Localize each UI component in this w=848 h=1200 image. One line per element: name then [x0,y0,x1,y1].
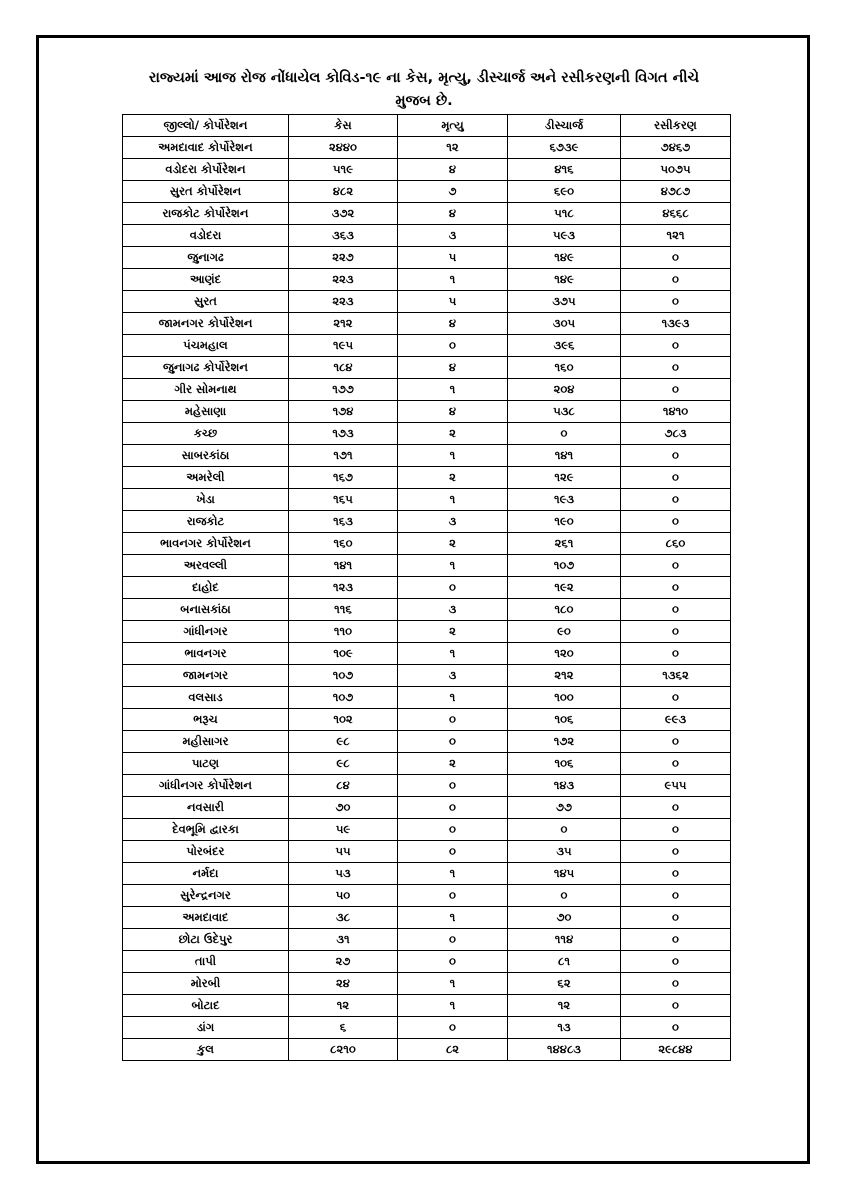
table-row [123,951,731,973]
table-row [123,599,731,621]
deaths-cell: ૦ [398,709,508,731]
vaccination-cell: ૯૯૩ [621,709,731,731]
district-cell: બોટાદ [123,995,289,1017]
deaths-cell: ૨ [398,753,508,775]
table-row [123,885,731,907]
discharge-cell: ૦ [508,885,621,907]
table-row [123,313,731,335]
deaths-cell: ૨ [398,621,508,643]
district-cell: અમદાવાદ [123,907,289,929]
district-cell: પંચમહાલ [123,335,289,357]
district-cell: વડોદરા કોર્પોરેશન [123,159,289,181]
cases-cell: ૧૨ [289,995,398,1017]
table-row [123,511,731,533]
deaths-cell: ૦ [398,951,508,973]
district-cell: સાબરકાંઠા [123,445,289,467]
covid-stats-table [122,114,731,1061]
cases-cell: ૧૭૪ [289,401,398,423]
deaths-cell: ૩ [398,511,508,533]
discharge-cell: ૨૬૧ [508,533,621,555]
cases-cell: ૧૬૦ [289,533,398,555]
cases-cell: ૫૩ [289,863,398,885]
table-row [123,137,731,159]
table-row [123,973,731,995]
deaths-cell: ૪ [398,357,508,379]
cases-cell: ૯૮ [289,753,398,775]
discharge-cell: ૧૮૦ [508,599,621,621]
table-body [123,137,731,1061]
vaccination-cell: ૭૪૬૭ [621,137,731,159]
deaths-cell: ૧ [398,687,508,709]
vaccination-cell: ૦ [621,643,731,665]
table-row [123,797,731,819]
deaths-cell: ૫ [398,247,508,269]
vaccination-cell: ૦ [621,973,731,995]
discharge-cell: ૫૧૮ [508,203,621,225]
district-cell: પાટણ [123,753,289,775]
table-row [123,775,731,797]
district-cell: કચ્છ [123,423,289,445]
vaccination-cell: ૦ [621,467,731,489]
cases-cell: ૧૭૩ [289,423,398,445]
cases-cell: ૮૪ [289,775,398,797]
cases-cell: ૭૦ [289,797,398,819]
district-cell: ડાંગ [123,1017,289,1039]
cases-cell: ૨૪ [289,973,398,995]
table-row [123,731,731,753]
vaccination-cell: ૦ [621,731,731,753]
total-row [123,1039,731,1061]
discharge-cell: ૦ [508,423,621,445]
cases-cell: ૧૧૬ [289,599,398,621]
table-row [123,819,731,841]
cases-cell: ૨૭ [289,951,398,973]
discharge-cell: ૧૨૦ [508,643,621,665]
deaths-cell: ૦ [398,731,508,753]
cases-cell: ૩૧ [289,929,398,951]
district-cell: અમદાવાદ કોર્પોરેશન [123,137,289,159]
cases-cell: ૧૭૭ [289,379,398,401]
deaths-cell: ૧ [398,643,508,665]
cases-cell: ૨૪૪૦ [289,137,398,159]
table-row [123,335,731,357]
cases-cell: ૫૦ [289,885,398,907]
cases-cell: ૧૮૪ [289,357,398,379]
table-row [123,841,731,863]
discharge-cell: ૧૯૦ [508,511,621,533]
discharge-cell: ૧૯૨ [508,577,621,599]
vaccination-cell: ૦ [621,907,731,929]
discharge-cell: ૧૧૪ [508,929,621,951]
header-deaths: મૃત્યુ [398,115,508,137]
district-cell: દાહોદ [123,577,289,599]
discharge-cell: ૫૩૮ [508,401,621,423]
cases-cell: ૧૭૧ [289,445,398,467]
discharge-cell: ૧૪૧ [508,445,621,467]
header-cases: કેસ [289,115,398,137]
cases-cell: ૫૧૯ [289,159,398,181]
cases-cell: ૧૧૦ [289,621,398,643]
deaths-cell: ૦ [398,797,508,819]
deaths-cell: ૧ [398,555,508,577]
deaths-cell: ૧ [398,269,508,291]
vaccination-cell: ૦ [621,511,731,533]
cases-cell: ૧૬૫ [289,489,398,511]
district-cell: ભાવનગર કોર્પોરેશન [123,533,289,555]
cases-cell: ૬ [289,1017,398,1039]
district-cell: બનાસકાંઠા [123,599,289,621]
discharge-cell: ૧૯૩ [508,489,621,511]
table-row [123,357,731,379]
district-cell: નર્મદા [123,863,289,885]
vaccination-cell: ૦ [621,929,731,951]
vaccination-cell: ૧૩૬૨ [621,665,731,687]
table-row [123,181,731,203]
table-row [123,555,731,577]
deaths-cell: ૦ [398,929,508,951]
vaccination-cell: ૦ [621,687,731,709]
table-row [123,533,731,555]
vaccination-cell: ૧૩૯૩ [621,313,731,335]
table-row [123,203,731,225]
district-cell: જુનાગઢ કોર્પોરેશન [123,357,289,379]
district-cell: ગાંધીનગર કોર્પોરેશન [123,775,289,797]
cases-cell: ૧૬૭ [289,467,398,489]
district-cell: નવસારી [123,797,289,819]
district-cell: વલસાડ [123,687,289,709]
vaccination-cell: ૦ [621,379,731,401]
cases-cell: ૫૫ [289,841,398,863]
district-cell: સુરત કોર્પોરેશન [123,181,289,203]
district-cell: સુરેન્દ્રનગર [123,885,289,907]
district-cell: ભરૂચ [123,709,289,731]
deaths-cell: ૨ [398,533,508,555]
district-cell: જામનગર કોર્પોરેશન [123,313,289,335]
deaths-cell: ૨ [398,423,508,445]
table-row [123,709,731,731]
cases-cell: ૩૭૨ [289,203,398,225]
discharge-cell: ૬૯૦ [508,181,621,203]
vaccination-cell: ૦ [621,1017,731,1039]
discharge-cell: ૦ [508,819,621,841]
cases-cell: ૨૧૨ [289,313,398,335]
table-row [123,753,731,775]
deaths-cell: ૦ [398,335,508,357]
district-cell: રાજકોટ કોર્પોરેશન [123,203,289,225]
discharge-cell: ૩૦૫ [508,313,621,335]
vaccination-cell: ૦ [621,841,731,863]
discharge-cell: ૯૦ [508,621,621,643]
table-row [123,423,731,445]
vaccination-cell: ૦ [621,995,731,1017]
district-cell: સુરત [123,291,289,313]
cases-cell: ૯૮ [289,731,398,753]
discharge-cell: ૧૨ [508,995,621,1017]
discharge-cell: ૪૧૬ [508,159,621,181]
table-row [123,269,731,291]
discharge-cell: ૩૫ [508,841,621,863]
vaccination-cell: ૦ [621,797,731,819]
discharge-cell: ૭૭ [508,797,621,819]
vaccination-cell: ૫૦૭૫ [621,159,731,181]
district-cell: અરવલ્લી [123,555,289,577]
page-title-continued: મુજબ છે. [395,93,453,109]
cases-cell: ૫૯ [289,819,398,841]
district-cell: દેવભૂમિ દ્વારકા [123,819,289,841]
table-row [123,863,731,885]
district-cell: મોરબી [123,973,289,995]
header-district: જીલ્લો/ કોર્પોરેશન [123,115,289,137]
vaccination-cell: ૦ [621,489,731,511]
cases-cell: ૩૮ [289,907,398,929]
discharge-cell: ૮૧ [508,951,621,973]
vaccination-cell: ૦ [621,819,731,841]
vaccination-cell: ૧૪૧૦ [621,401,731,423]
table-row [123,995,731,1017]
deaths-cell: ૧ [398,995,508,1017]
vaccination-cell: ૦ [621,357,731,379]
table-row [123,687,731,709]
discharge-cell: ૩૭૫ [508,291,621,313]
cases-cell: ૧૪૧ [289,555,398,577]
vaccination-cell: ૪૬૬૮ [621,203,731,225]
district-cell: જામનગર [123,665,289,687]
vaccination-cell: ૦ [621,555,731,577]
deaths-cell: ૦ [398,841,508,863]
vaccination-cell: ૦ [621,753,731,775]
discharge-cell: ૧૨૯ [508,467,621,489]
discharge-cell: ૧૪૪૮૩ [508,1039,621,1061]
deaths-cell: ૨ [398,467,508,489]
cases-cell: ૧૦૭ [289,687,398,709]
deaths-cell: ૪ [398,313,508,335]
discharge-cell: ૧૦૭ [508,555,621,577]
deaths-cell: ૧ [398,863,508,885]
table-row [123,467,731,489]
table-row [123,445,731,467]
vaccination-cell: ૦ [621,335,731,357]
table-row [123,621,731,643]
district-cell: આણંદ [123,269,289,291]
district-cell: રાજકોટ [123,511,289,533]
discharge-cell: ૧૪૯ [508,247,621,269]
table-row [123,907,731,929]
vaccination-cell: ૧૨૧ [621,225,731,247]
vaccination-cell: ૨૯૮૪૪ [621,1039,731,1061]
district-cell: અમરેલી [123,467,289,489]
vaccination-cell: ૮૬૦ [621,533,731,555]
deaths-cell: ૩ [398,599,508,621]
discharge-cell: ૧૦૬ [508,709,621,731]
discharge-cell: ૨૧૨ [508,665,621,687]
cases-cell: ૧૯૫ [289,335,398,357]
district-cell: ખેડા [123,489,289,511]
vaccination-cell: ૦ [621,951,731,973]
table-row [123,291,731,313]
deaths-cell: ૧૨ [398,137,508,159]
header-vaccination: રસીકરણ [621,115,731,137]
deaths-cell: ૫ [398,291,508,313]
vaccination-cell: ૦ [621,863,731,885]
district-cell: જુનાગઢ [123,247,289,269]
page-title: રાજ્યમાં આજ રોજ નોંધાયેલ કોવિડ-૧૯ ના કેસ, મૃત્યુ, ડીસ્ચાર્જ અને રસીકરણની વિગત નીચે [148,70,700,86]
district-cell: કુલ [123,1039,289,1061]
deaths-cell: ૧ [398,489,508,511]
district-cell: મહેસાણા [123,401,289,423]
table-row [123,247,731,269]
cases-cell: ૧૦૯ [289,643,398,665]
deaths-cell: ૭ [398,181,508,203]
discharge-cell: ૧૪૩ [508,775,621,797]
cases-cell: ૪૮૨ [289,181,398,203]
discharge-cell: ૧૬૦ [508,357,621,379]
deaths-cell: ૧ [398,973,508,995]
table-row [123,225,731,247]
discharge-cell: ૫૯૩ [508,225,621,247]
cases-cell: ૧૦૭ [289,665,398,687]
deaths-cell: ૧ [398,445,508,467]
district-cell: પોરબંદર [123,841,289,863]
deaths-cell: ૩ [398,225,508,247]
vaccination-cell: ૪૭૮૭ [621,181,731,203]
vaccination-cell: ૦ [621,445,731,467]
deaths-cell: ૪ [398,203,508,225]
vaccination-cell: ૦ [621,269,731,291]
vaccination-cell: ૦ [621,577,731,599]
table-row [123,577,731,599]
deaths-cell: ૧ [398,379,508,401]
district-cell: તાપી [123,951,289,973]
table-row [123,929,731,951]
table-row [123,643,731,665]
vaccination-cell: ૦ [621,621,731,643]
deaths-cell: ૦ [398,577,508,599]
table-row [123,665,731,687]
vaccination-cell: ૭૮૩ [621,423,731,445]
discharge-cell: ૬૭૩૯ [508,137,621,159]
discharge-cell: ૭૦ [508,907,621,929]
vaccination-cell: ૦ [621,885,731,907]
cases-cell: ૧૨૩ [289,577,398,599]
deaths-cell: ૦ [398,885,508,907]
district-cell: વડોદરા [123,225,289,247]
deaths-cell: ૩ [398,665,508,687]
discharge-cell: ૩૯૬ [508,335,621,357]
deaths-cell: ૦ [398,1017,508,1039]
cases-cell: ૨૨૭ [289,247,398,269]
table-row [123,401,731,423]
cases-cell: ૧૦૨ [289,709,398,731]
discharge-cell: ૧૦૦ [508,687,621,709]
cases-cell: ૨૨૩ [289,269,398,291]
table-row [123,1017,731,1039]
deaths-cell: ૪ [398,401,508,423]
discharge-cell: ૨૦૪ [508,379,621,401]
header-discharge: ડીસ્ચાર્જ [508,115,621,137]
vaccination-cell: ૦ [621,291,731,313]
district-cell: મહીસાગર [123,731,289,753]
vaccination-cell: ૦ [621,599,731,621]
deaths-cell: ૧ [398,907,508,929]
cases-cell: ૧૬૩ [289,511,398,533]
deaths-cell: ૮૨ [398,1039,508,1061]
table-row [123,159,731,181]
discharge-cell: ૧૭૨ [508,731,621,753]
deaths-cell: ૪ [398,159,508,181]
cases-cell: ૨૨૩ [289,291,398,313]
discharge-cell: ૧૩ [508,1017,621,1039]
discharge-cell: ૧૪૫ [508,863,621,885]
district-cell: ગીર સોમનાથ [123,379,289,401]
district-cell: છોટા ઉદેપુર [123,929,289,951]
cases-cell: ૮૨૧૦ [289,1039,398,1061]
deaths-cell: ૦ [398,819,508,841]
cases-cell: ૩૬૩ [289,225,398,247]
district-cell: ગાંધીનગર [123,621,289,643]
discharge-cell: ૬૨ [508,973,621,995]
table-row [123,379,731,401]
vaccination-cell: ૦ [621,247,731,269]
district-cell: ભાવનગર [123,643,289,665]
vaccination-cell: ૯૫૫ [621,775,731,797]
discharge-cell: ૧૪૯ [508,269,621,291]
discharge-cell: ૧૦૬ [508,753,621,775]
table-header-row [123,115,731,137]
deaths-cell: ૦ [398,775,508,797]
table-row [123,489,731,511]
